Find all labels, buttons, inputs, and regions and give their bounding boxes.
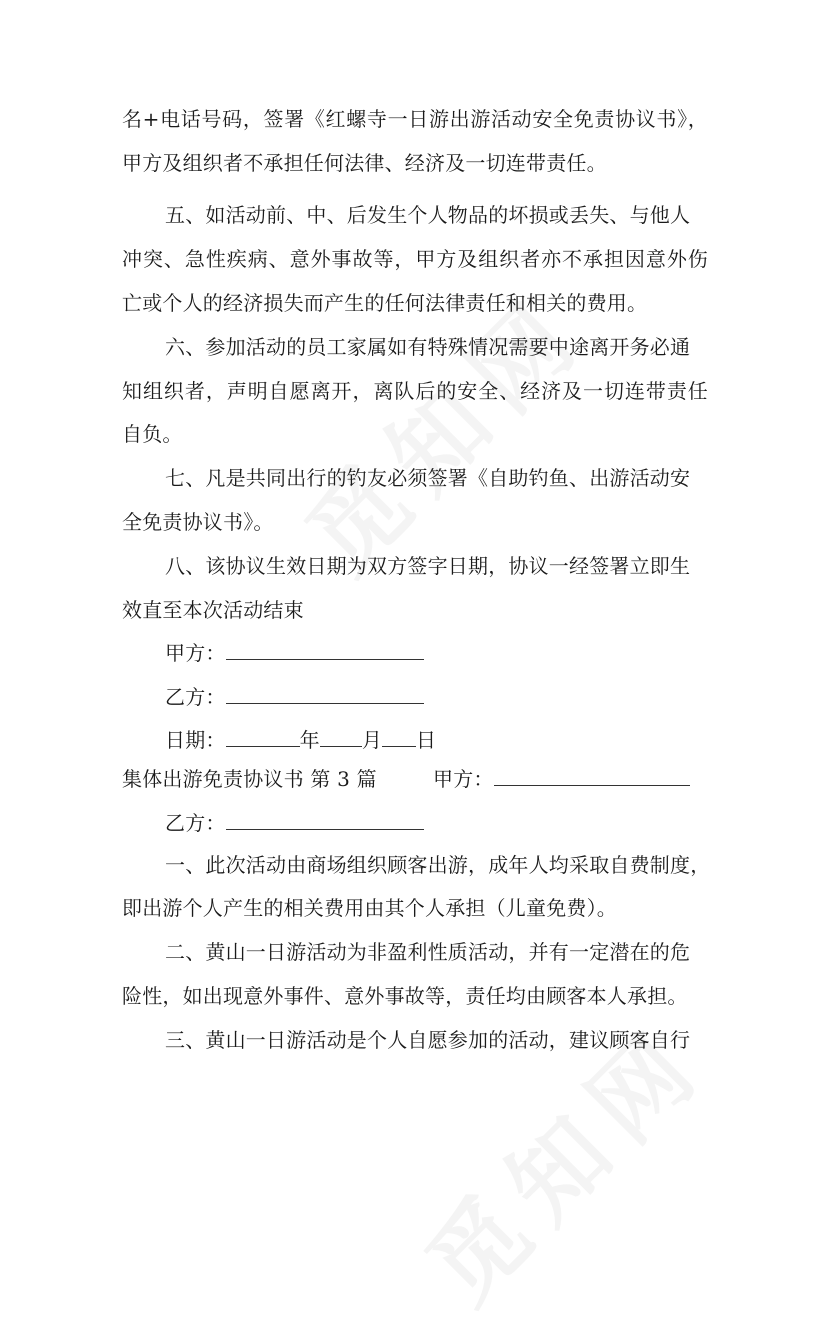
year-label: 年 — [299, 728, 320, 752]
clause-7-line: 七、凡是共同出行的钓友必须签署《自助钓鱼、出游活动安 — [165, 466, 691, 490]
clause-6-line: 知组织者，声明自愿离开，离队后的安全、经济及一切连带责任 — [122, 379, 708, 403]
date-label: 日期： — [165, 728, 226, 752]
section-3-party-b-blank — [226, 811, 424, 830]
year-blank — [226, 728, 300, 747]
section-3-clause-3-line: 三、黄山一日游活动是个人自愿参加的活动，建议顾客自行 — [165, 1028, 691, 1052]
section-3-party-a-blank — [494, 767, 690, 786]
section-3-clause-2-line: 险性，如出现意外事件、意外事故等，责任均由顾客本人承担。 — [122, 984, 688, 1008]
party-a-blank — [226, 641, 424, 660]
party-a-signature — [165, 640, 424, 666]
party-b-signature — [165, 684, 424, 710]
clause-6-line: 自负。 — [122, 422, 183, 446]
section-3-title: 集体出游免责协议书 第 3 篇 — [122, 767, 377, 791]
party-b-blank — [226, 685, 424, 704]
party-a-label: 甲方： — [165, 641, 226, 665]
clause-6-line: 六、参加活动的员工家属如有特殊情况需要中途离开务必通 — [165, 335, 691, 359]
date-signature — [165, 727, 436, 753]
clause-7-line: 全免责协议书》。 — [122, 510, 274, 534]
section-3-party-a-label: 甲方： — [433, 767, 494, 791]
section-3-clause-1-line: 即出游个人产生的相关费用由其个人承担（儿童免费）。 — [122, 896, 617, 920]
paragraph-line: 名+电话号码，签署《红螺寺一日游出游活动安全免责协议书》， — [122, 107, 708, 131]
month-blank — [320, 728, 362, 747]
clause-5-line: 冲突、急性疾病、意外事故等，甲方及组织者亦不承担因意外伤 — [122, 247, 708, 271]
clause-8-line: 八、该协议生效日期为双方签字日期，协议一经签署立即生 — [165, 554, 691, 578]
day-label: 日 — [416, 728, 437, 752]
clause-8-line: 效直至本次活动结束 — [122, 598, 304, 622]
clause-5-line: 亡或个人的经济损失而产生的任何法律责任和相关的费用。 — [122, 291, 648, 315]
paragraph-line: 甲方及组织者不承担任何法律、经济及一切连带责任。 — [122, 151, 607, 175]
clause-5-line: 五、如活动前、中、后发生个人物品的坏损或丢失、与他人 — [165, 203, 691, 227]
section-3-clause-1-line: 一、此次活动由商场组织顾客出游，成年人均采取自费制度， — [165, 853, 711, 877]
section-3-clause-2-line: 二、黄山一日游活动为非盈利性质活动，并有一定潜在的危 — [165, 940, 691, 964]
section-3-party-b — [165, 810, 424, 836]
party-b-label: 乙方： — [165, 685, 226, 709]
day-blank — [382, 728, 416, 747]
section-3-party-b-label: 乙方： — [165, 811, 226, 835]
section-3-party-a — [433, 766, 690, 792]
month-label: 月 — [361, 728, 383, 752]
